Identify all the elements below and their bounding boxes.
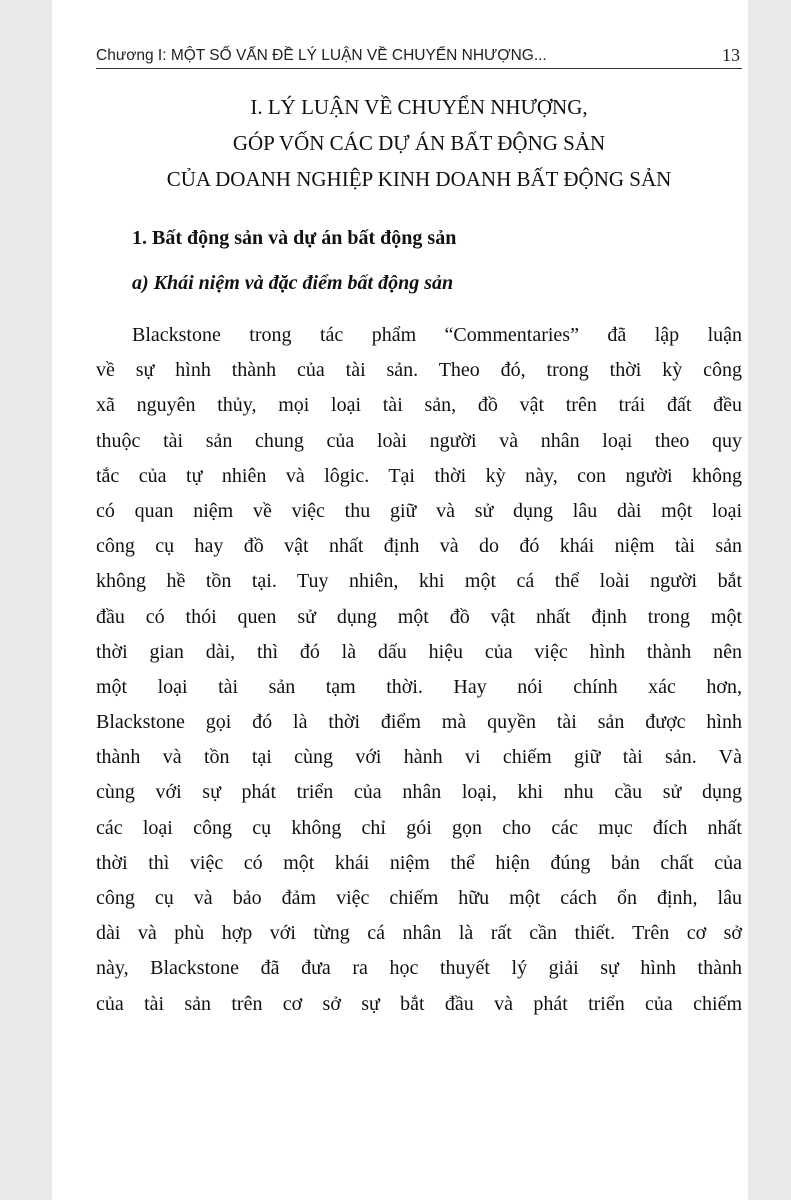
paragraph-line: tắc của tự nhiên và lôgic. Tại thời kỳ này, con người không — [96, 464, 742, 487]
paragraph-line: công cụ hay đồ vật nhất định và do đó khái niệm tài sản — [96, 535, 742, 558]
body-paragraph — [96, 318, 742, 1022]
heading-a: a) Khái niệm và đặc điểm bất động sản — [132, 272, 454, 294]
paragraph-line: dài và phù hợp với từng cá nhân là rất cần thiết. Trên cơ sở — [96, 922, 742, 945]
paragraph-line: các loại công cụ không chỉ gói gọn cho các mục đích nhất — [96, 816, 742, 839]
paragraph-line: Blackstone trong tác phẩm “Commentaries” đã lập luận — [132, 324, 742, 346]
paragraph-line: xã nguyên thủy, mọi loại tài sản, đồ vật trên trái đất đều — [96, 394, 742, 417]
page-number: 13 — [722, 45, 740, 65]
book-page — [52, 0, 748, 1200]
running-header — [96, 46, 742, 69]
chapter-title: Chương I: MỘT SỐ VẤN ĐỀ LÝ LUẬN VỀ CHUYỂN NHƯỢNG... — [96, 47, 547, 64]
paragraph-line: này, Blackstone đã đưa ra học thuyết lý giải sự hình thành — [96, 957, 742, 980]
section-title-line: I. LÝ LUẬN VỀ CHUYỂN NHƯỢNG, — [250, 95, 588, 119]
paragraph-line: một loại tài sản tạm thời. Hay nói chính xác hơn, — [96, 675, 742, 698]
paragraph-line: không hề tồn tại. Tuy nhiên, khi một cá thể loài người bắt — [96, 570, 742, 593]
paragraph-line: có quan niệm về việc thu giữ và sử dụng lâu dài một loại — [96, 499, 742, 522]
section-title-line: CỦA DOANH NGHIỆP KINH DOANH BẤT ĐỘNG SẢN — [166, 167, 672, 191]
paragraph-line: cùng với sự phát triển của nhân loại, khi nhu cầu sử dụng — [96, 781, 742, 804]
section-title — [96, 89, 742, 197]
paragraph-line: đầu có thói quen sử dụng một đồ vật nhất định trong một — [96, 605, 742, 628]
section-title-line: GÓP VỐN CÁC DỰ ÁN BẤT ĐỘNG SẢN — [232, 131, 606, 155]
paragraph-line: Blackstone gọi đó là thời điểm mà quyền tài sản được hình — [96, 711, 742, 734]
heading-1: 1. Bất động sản và dự án bất động sản — [132, 227, 457, 249]
paragraph-line: công cụ và bảo đảm việc chiếm hữu một cách ổn định, lâu — [96, 887, 742, 909]
paragraph-line: về sự hình thành của tài sản. Theo đó, trong thời kỳ công — [96, 359, 742, 382]
paragraph-line: thuộc tài sản chung của loài người và nhân loại theo quy — [96, 429, 742, 452]
paragraph-line: của tài sản trên cơ sở sự bắt đầu và phát triển của chiếm — [96, 992, 742, 1015]
paragraph-line: thời thì việc có một khái niệm thể hiện đúng bản chất của — [96, 851, 742, 874]
paragraph-line: thời gian dài, thì đó là dấu hiệu của việc hình thành nên — [96, 640, 742, 663]
paragraph-line: thành và tồn tại cùng với hành vi chiếm giữ tài sản. Và — [96, 746, 742, 769]
